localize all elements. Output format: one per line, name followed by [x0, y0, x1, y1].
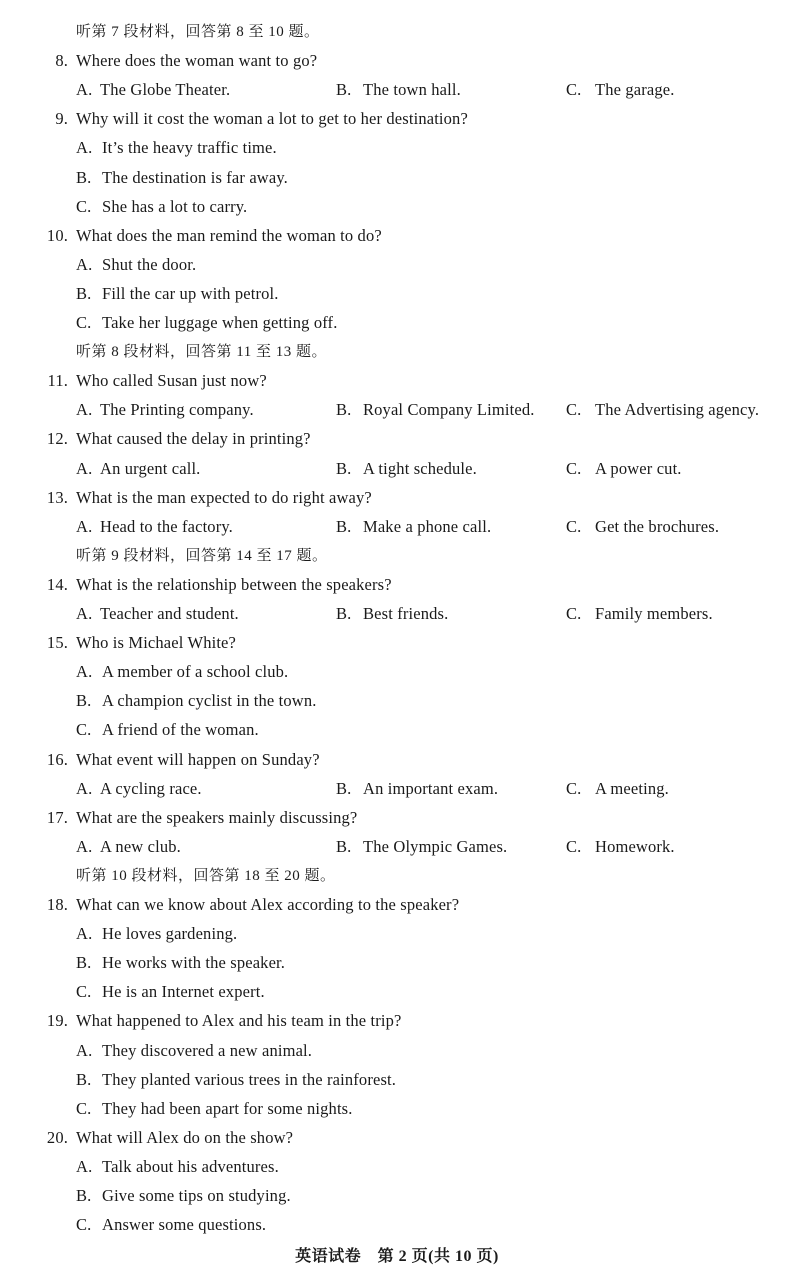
- question-text: What happened to Alex and his team in the trip?: [76, 1011, 402, 1031]
- option-letter: C.: [566, 80, 582, 100]
- question-text: What is the man expected to do right away?: [76, 487, 372, 507]
- option-text: He is an Internet expert.: [102, 982, 265, 1002]
- option-letter: A.: [76, 662, 93, 682]
- option-text: A friend of the woman.: [102, 720, 259, 740]
- option-letter: B.: [336, 604, 352, 623]
- option-letter: A.: [76, 516, 93, 536]
- option-letter: C.: [76, 720, 92, 740]
- option-letter: A.: [76, 1040, 93, 1060]
- option-text: The garage.: [595, 80, 675, 100]
- option-text: A meeting.: [595, 778, 669, 798]
- option-letter: A.: [76, 1156, 93, 1176]
- option-letter: C.: [76, 1215, 92, 1235]
- question-text: What is the relationship between the speakers?: [76, 574, 392, 594]
- option-letter: C.: [566, 836, 582, 856]
- option-letter: A.: [76, 836, 93, 856]
- section-instruction: 听第 10 段材料，回答第 18 至 20 题。: [76, 867, 336, 884]
- option-letter: C.: [76, 1098, 92, 1118]
- question-number: 14.: [46, 574, 68, 594]
- option-text: He loves gardening.: [102, 924, 238, 944]
- question-text: What caused the delay in printing?: [76, 429, 311, 449]
- option-text: A tight schedule.: [363, 458, 477, 478]
- option-text: The town hall.: [363, 80, 461, 100]
- option-letter: B.: [76, 167, 92, 187]
- option-letter: B.: [76, 283, 92, 303]
- option-letter: B.: [336, 80, 352, 100]
- question-number: 15.: [46, 633, 68, 653]
- section-instruction: 听第 7 段材料，回答第 8 至 10 题。: [76, 24, 320, 40]
- question-number: 11.: [47, 371, 68, 391]
- option-text: Answer some questions.: [102, 1215, 267, 1235]
- question-number: 19.: [46, 1011, 68, 1031]
- option-text: Teacher and student.: [100, 604, 239, 623]
- option-letter: A.: [76, 138, 93, 158]
- option-text: Fill the car up with petrol.: [102, 283, 279, 303]
- option-text: Make a phone call.: [363, 516, 492, 536]
- question-number: 12.: [46, 429, 68, 449]
- option-text: An important exam.: [363, 778, 499, 798]
- question-number: 20.: [46, 1127, 68, 1147]
- option-text: The destination is far away.: [102, 167, 288, 187]
- option-letter: C.: [566, 516, 582, 536]
- option-text: They had been apart for some nights.: [102, 1098, 353, 1118]
- option-text: Royal Company Limited.: [363, 400, 535, 420]
- option-text: She has a lot to carry.: [102, 196, 248, 216]
- question-number: 13.: [46, 487, 68, 507]
- option-text: The Advertising agency.: [595, 400, 760, 420]
- question-text: What event will happen on Sunday?: [76, 749, 320, 769]
- option-letter: B.: [336, 400, 352, 420]
- option-letter: C.: [566, 778, 582, 798]
- option-text: It’s the heavy traffic time.: [102, 138, 277, 158]
- question-text: What are the speakers mainly discussing?: [76, 807, 358, 827]
- option-text: Head to the factory.: [100, 516, 233, 536]
- option-text: The Globe Theater.: [100, 80, 231, 100]
- option-text: An urgent call.: [100, 458, 201, 478]
- question-number: 18.: [46, 895, 68, 914]
- option-text: The Printing company.: [100, 400, 254, 420]
- question-text: What does the man remind the woman to do?: [76, 225, 382, 245]
- option-letter: A.: [76, 604, 93, 623]
- question-number: 16.: [46, 749, 68, 769]
- option-text: Get the brochures.: [595, 516, 720, 536]
- option-letter: C.: [76, 196, 92, 216]
- page-footer: 英语试卷 第 2 页(共 10 页): [295, 1248, 499, 1265]
- option-letter: C.: [566, 400, 582, 420]
- option-letter: A.: [76, 924, 93, 944]
- question-number: 9.: [55, 109, 68, 129]
- question-text: Who called Susan just now?: [76, 371, 267, 391]
- option-letter: A.: [76, 458, 93, 478]
- option-text: The Olympic Games.: [363, 836, 508, 856]
- option-text: A member of a school club.: [102, 662, 289, 682]
- question-text: What will Alex do on the show?: [76, 1127, 294, 1147]
- section-instruction: 听第 9 段材料，回答第 14 至 17 题。: [76, 547, 328, 564]
- option-text: Give some tips on studying.: [102, 1186, 291, 1205]
- question-number: 8.: [55, 51, 68, 71]
- option-letter: B.: [76, 1186, 92, 1205]
- option-text: A power cut.: [595, 458, 682, 478]
- question-text: Why will it cost the woman a lot to get to her destination?: [76, 109, 468, 129]
- option-letter: A.: [76, 80, 93, 100]
- option-text: Talk about his adventures.: [102, 1156, 279, 1176]
- option-letter: B.: [76, 691, 92, 711]
- option-text: They discovered a new animal.: [102, 1040, 313, 1060]
- option-letter: B.: [336, 458, 352, 478]
- option-text: He works with the speaker.: [102, 953, 286, 973]
- option-letter: C.: [566, 604, 582, 623]
- option-text: Best friends.: [363, 604, 449, 623]
- question-text: Where does the woman want to go?: [76, 51, 318, 71]
- question-text: Who is Michael White?: [76, 633, 237, 653]
- option-letter: C.: [76, 982, 92, 1002]
- option-letter: B.: [76, 953, 92, 973]
- option-text: Take her luggage when getting off.: [102, 313, 338, 332]
- option-text: Shut the door.: [102, 254, 197, 274]
- option-text: They planted various trees in the rainforest.: [102, 1069, 397, 1089]
- option-letter: A.: [76, 778, 93, 798]
- option-text: Homework.: [595, 836, 675, 856]
- option-text: A cycling race.: [100, 778, 202, 798]
- option-letter: B.: [76, 1069, 92, 1089]
- option-text: A champion cyclist in the town.: [102, 691, 317, 711]
- option-letter: B.: [336, 516, 352, 536]
- question-number: 10.: [46, 225, 68, 245]
- option-letter: A.: [76, 254, 93, 274]
- option-text: A new club.: [100, 836, 181, 856]
- option-letter: A.: [76, 400, 93, 420]
- option-letter: B.: [336, 836, 352, 856]
- option-letter: C.: [76, 313, 92, 332]
- option-text: Family members.: [595, 604, 713, 623]
- section-instruction: 听第 8 段材料，回答第 11 至 13 题。: [76, 344, 327, 361]
- option-letter: B.: [336, 778, 352, 798]
- question-number: 17.: [46, 807, 68, 827]
- question-text: What can we know about Alex according to the speaker?: [76, 895, 460, 914]
- option-letter: C.: [566, 458, 582, 478]
